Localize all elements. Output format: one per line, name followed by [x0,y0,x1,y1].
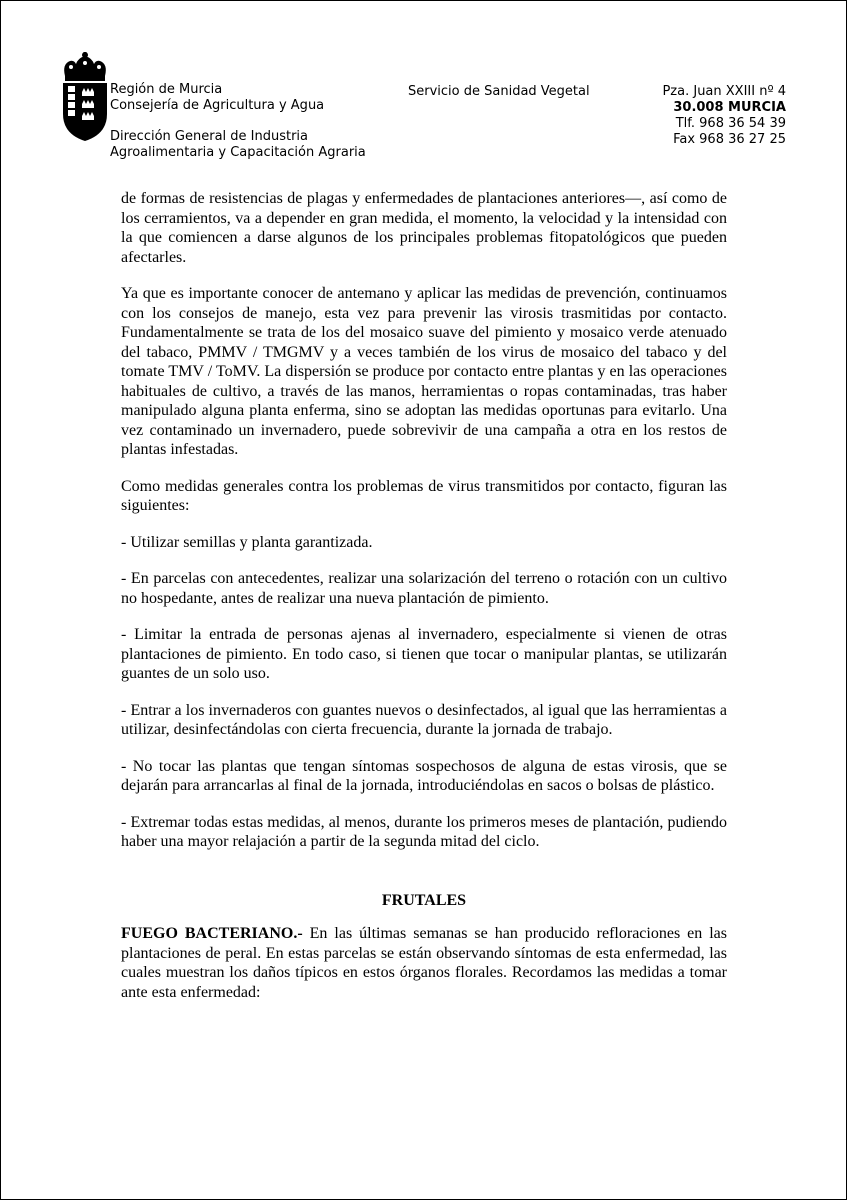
phone: Tlf. 968 36 54 39 [675,116,786,131]
org-line1: Región de Murcia [110,82,223,97]
paragraph-virus: Ya que es importante conocer de antemano y aplicar las medidas de prevención, continuamos con los consejos de manejo, esta vez para prevenir las virosis trasmitidas por contacto. Fundamentalmente se trata de los del mosaico suave del pimiento y mosaico verde atenuado del tabaco, PMMV / TMGMV y a veces también de los virus de mosaico del tabaco y del tomate TMV / ToMV. La dispersión se produce por contacto entre plantas y en las operaciones habituales de cultivo, a través de las manos, herramientas o ropas contaminadas, tras haber manipulado alguna planta enferma, sino se adoptan las medidas oportunas para evitarlo. Una vez contaminado un invernadero, puede sobrevivir de una campaña a otra en los restos de plantas infestadas. [121,285,727,458]
document-body [121,189,727,1019]
fax: Fax 968 36 27 25 [673,132,786,147]
header-contact [662,84,786,148]
measure-item: - Entrar a los invernaderos con guantes nuevos o desinfectados, al igual que las herramientas a utilizar, desinfectándolas con cierta frecuencia, durante la jornada de trabajo. [121,701,727,738]
header-department [110,129,366,161]
city: 30.008 MURCIA [673,100,786,115]
address: Pza. Juan XXIII nº 4 [662,84,786,99]
paragraph-fire-blight [121,924,727,1002]
fire-blight-heading: FUEGO BACTERIANO.- [121,925,303,942]
section-title: FRUTALES [381,891,467,909]
dept-line1: Dirección General de Industria [110,129,309,144]
header-service [408,84,590,100]
measure-item: - Utilizar semillas y planta garantizada. [121,533,373,551]
measure-item: - Extremar todas estas medidas, al menos, durante los primeros meses de plantación, pudiendo haber una mayor relajación a partir de la segunda mitad del ciclo. [121,813,727,850]
header-organization [110,82,324,114]
paragraph-intro: de formas de resistencias de plagas y enfermedades de plantaciones anteriores—, así como de los cerramientos, va a depender en gran medida, el momento, la velocidad y la intensidad con la que comiencen a darse algunos de los principales problemas fitopatológicos que pueden afectarles. [121,190,727,266]
measure-item: - Limitar la entrada de personas ajenas al invernadero, especialmente si vienen de otras plantaciones de pimiento. En todo caso, si tienen que tocar o manipular plantas, se utilizarán guantes de un solo uso. [121,626,727,682]
measure-item: - No tocar las plantas que tengan síntomas sospechosos de alguna de estas virosis, que se dejarán para arrancarlas al final de la jornada, introduciéndolas en sacos o bolsas de plástico. [121,757,727,794]
paragraph-measures-intro: Como medidas generales contra los problemas de virus transmitidos por contacto, figuran las siguientes: [121,477,727,514]
org-line2: Consejería de Agricultura y Agua [110,98,325,113]
coat-of-arms-icon [60,52,110,142]
fire-blight-text: En las últimas semanas se han producido refloraciones en las plantaciones de peral. En estas parcelas se están observando síntomas de esta enfermedad, las cuales muestran los daños típicos en estos órganos florales. Recordamos las medidas a tomar ante esta enfermedad: [121,925,728,1001]
dept-line2: Agroalimentaria y Capacitación Agraria [110,145,366,160]
service-name: Servicio de Sanidad Vegetal [408,84,590,99]
measure-item: - En parcelas con antecedentes, realizar una solarización del terreno o rotación con un cultivo no hospedante, antes de realizar una nueva plantación de pimiento. [121,570,727,607]
